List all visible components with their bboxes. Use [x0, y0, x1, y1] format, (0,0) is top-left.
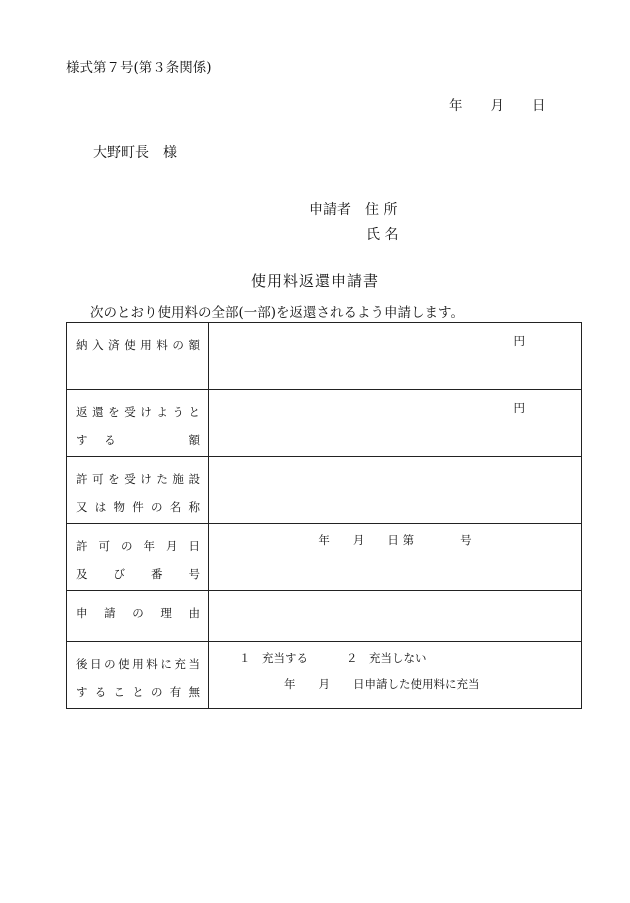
yen-unit: 円 — [513, 334, 525, 348]
appropriation-options — [239, 650, 427, 666]
label-line: 及び番号 — [76, 567, 200, 581]
value-paid-fee[interactable] — [209, 323, 582, 390]
label-future-appropriation — [67, 642, 209, 709]
label-line: 返還を受けようと — [76, 405, 200, 419]
addressee: 大野町長 様 — [93, 145, 177, 161]
date-line — [449, 94, 546, 114]
label-refund-amount — [67, 390, 209, 457]
form-number: 様式第７号(第３条関係) — [66, 60, 212, 76]
table-row — [67, 390, 582, 457]
label-line: 又は物件の名称 — [76, 500, 200, 514]
date-day: 日 — [532, 98, 546, 114]
label-permit-date-number — [67, 524, 209, 591]
label-line: 許可の年月日 — [76, 539, 200, 553]
application-table — [66, 322, 582, 709]
table-row — [67, 457, 582, 524]
label-line: 許可を受けた施設 — [76, 472, 200, 486]
table-row — [67, 642, 582, 709]
table-row — [67, 524, 582, 591]
intro-text: 次のとおり使用料の全部(一部)を返還されるよう申請します。 — [90, 305, 464, 321]
label-line: 申請の理由 — [76, 606, 200, 620]
permit-date-template: 年 月 日 第 号 — [318, 533, 472, 547]
label-line: 納入済使用料の額 — [76, 338, 200, 352]
label-line: する 額 — [76, 433, 200, 447]
value-permit-date-number[interactable] — [209, 524, 582, 591]
yen-unit: 円 — [513, 401, 525, 415]
label-paid-fee — [67, 323, 209, 390]
value-future-appropriation[interactable] — [209, 642, 582, 709]
label-facility-name — [67, 457, 209, 524]
label-reason — [67, 591, 209, 642]
label-line: 後日の使用料に充当 — [76, 657, 200, 671]
applicant-address-label: 申請者 住 所 — [309, 202, 398, 218]
date-month: 月 — [490, 98, 504, 114]
table-row — [67, 591, 582, 642]
label-line: することの有無 — [76, 685, 200, 699]
value-refund-amount[interactable] — [209, 390, 582, 457]
option-not-appropriate[interactable]: ２ 充当しない — [346, 651, 427, 665]
value-facility-name[interactable] — [209, 457, 582, 524]
document-title: 使用料返還申請書 — [250, 272, 379, 290]
value-reason[interactable] — [209, 591, 582, 642]
date-year: 年 — [449, 98, 463, 114]
applicant-name-label: 氏 名 — [366, 227, 399, 243]
option-appropriate[interactable]: １ 充当する — [239, 651, 308, 665]
table-row — [67, 323, 582, 390]
appropriation-date-line: 年 月 日申請した使用料に充当 — [284, 677, 480, 691]
